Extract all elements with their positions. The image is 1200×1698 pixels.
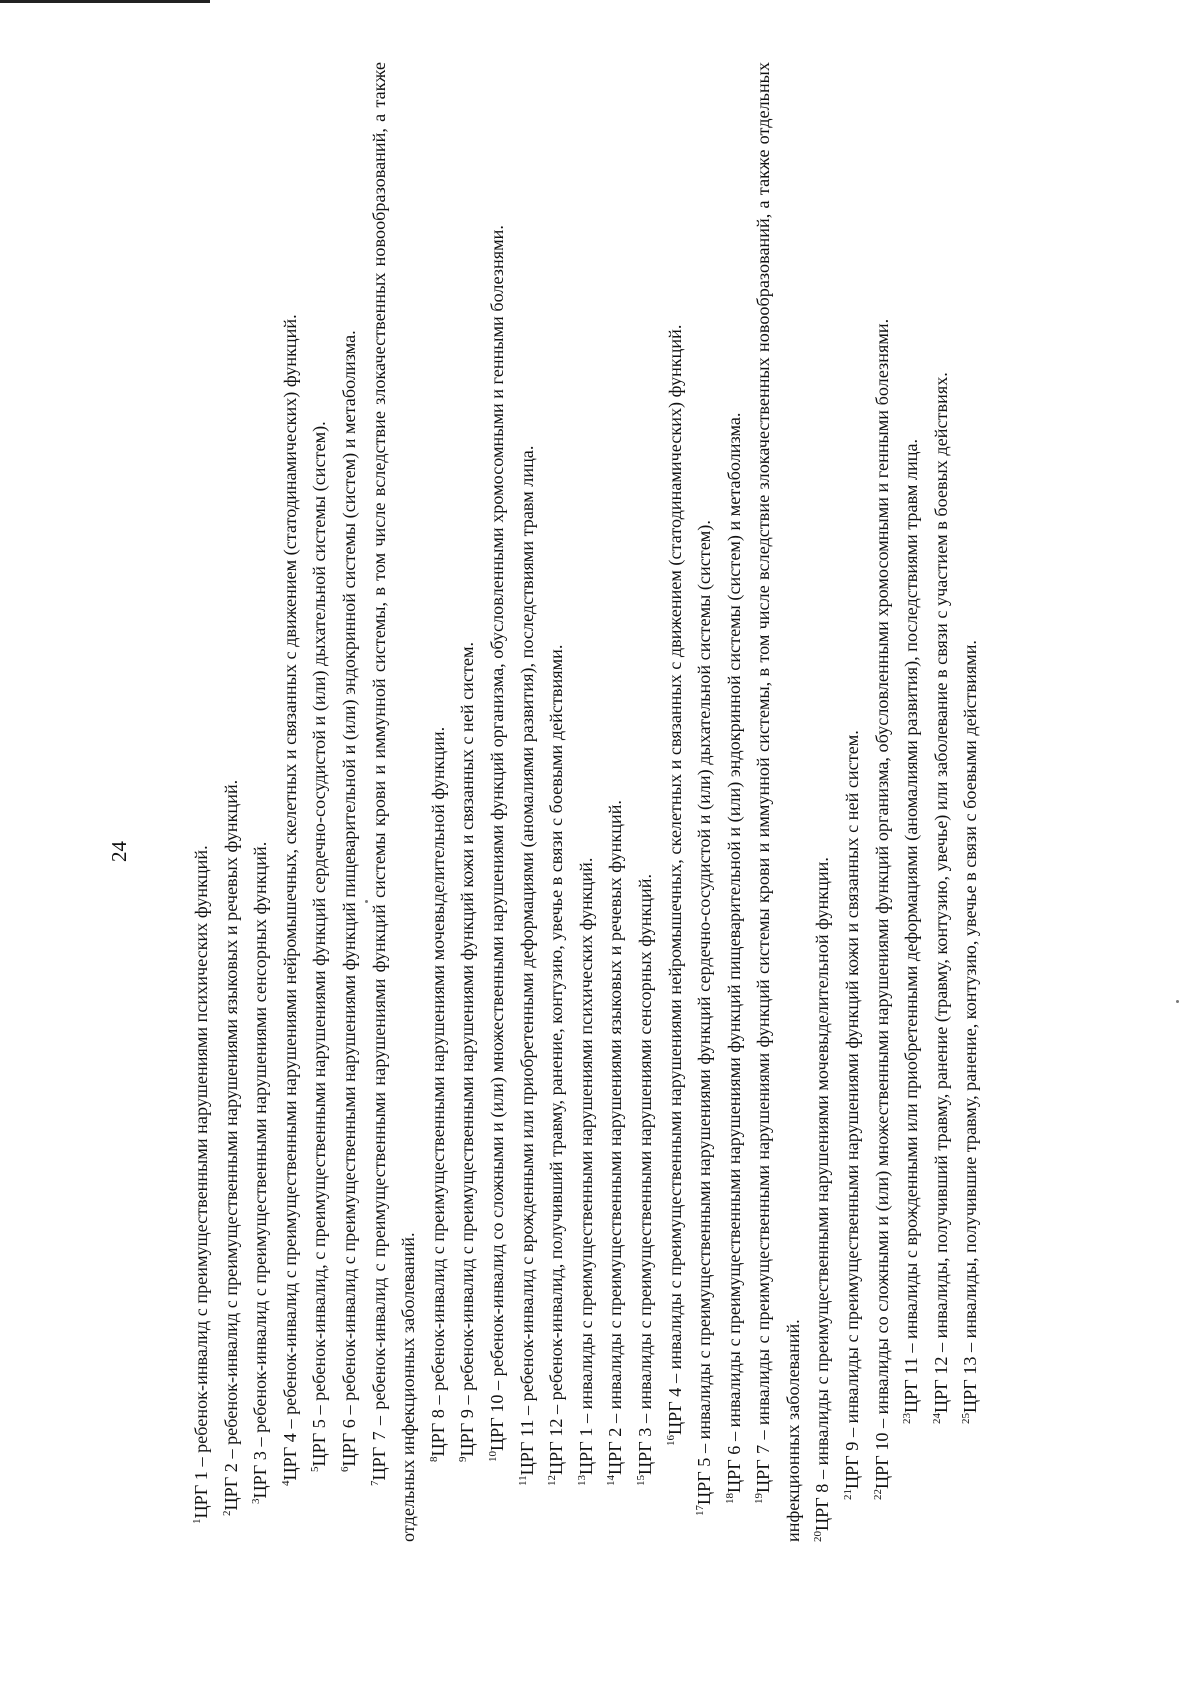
footnote bbox=[631, 62, 661, 1542]
footnote-text: ЦРГ 12 – ребенок-инвалид, получивший травму, ранение, контузию, увечье в связи с боевыми действиями. bbox=[546, 644, 567, 1475]
footnote bbox=[956, 62, 986, 1542]
footnote-marker: 12 bbox=[546, 1475, 559, 1486]
footnote bbox=[572, 62, 602, 1542]
page-number: 24 bbox=[107, 841, 131, 862]
footnote-marker: 21 bbox=[842, 1489, 854, 1500]
footnote-marker: 4 bbox=[279, 1480, 292, 1486]
footnote-text: ЦРГ 4 – ребенок-инвалид с преимущественными нарушениями нейромышечных, скелетных и связанных с движением (статодинамических) функций. bbox=[279, 314, 300, 1481]
footnote-text: ЦРГ 2 – инвалиды с преимущественными нарушениями языковых и речевых функций. bbox=[605, 800, 626, 1475]
footnote-text: ЦРГ 8 – ребенок-инвалид с преимущественными нарушениями мочевыделительной функции. bbox=[427, 726, 448, 1457]
footnote-text: ЦРГ 5 – инвалиды с преимущественными нарушениями функций сердечно-сосудистой и (или) дыхательной системы (систем). bbox=[694, 520, 715, 1505]
footnote-marker: 3 bbox=[250, 1498, 263, 1504]
footnote bbox=[424, 62, 454, 1542]
scan-speck bbox=[1176, 1000, 1179, 1003]
footnote bbox=[187, 62, 217, 1542]
footnote-text: ЦРГ 9 – ребенок-инвалид с преимущественными нарушениями функций кожи и связанных с ней систем. bbox=[457, 641, 478, 1457]
footnote-marker: 11 bbox=[516, 1475, 529, 1486]
footnote-text: ЦРГ 13 – инвалиды, получившие травму, ранение, контузию, увечье в связи с боевыми действиями. bbox=[960, 640, 981, 1413]
footnote-text: ЦРГ 7 – инвалиды с преимущественными нарушениями функций системы крови и иммунной системы, в том числе вследствие злокачественных новообразований, а также отдельных инфекционных заболеваний. bbox=[753, 62, 803, 1542]
footnote bbox=[335, 62, 365, 1542]
footnote-marker: 15 bbox=[634, 1475, 647, 1486]
rotated-page bbox=[22, 22, 1172, 1682]
footnote bbox=[542, 62, 572, 1542]
footnote bbox=[749, 62, 808, 1542]
footnote-marker: 16 bbox=[664, 1435, 677, 1446]
footnote-marker: 17 bbox=[694, 1505, 707, 1516]
footnote-text: ЦРГ 5 – ребенок-инвалид, с преимущественными нарушениями функций сердечно-сосудистой и (или) дыхательной системы (систем). bbox=[309, 421, 330, 1467]
footnote-marker: 2 bbox=[220, 1510, 233, 1516]
footnote-marker: 8 bbox=[427, 1456, 440, 1462]
footnote-text: ЦРГ 1 – инвалиды с преимущественными нарушениями психических функций. bbox=[575, 857, 596, 1475]
footnote bbox=[927, 62, 957, 1542]
footnote-marker: 22 bbox=[871, 1489, 884, 1500]
footnote bbox=[217, 62, 247, 1542]
footnote-text: ЦРГ 8 – инвалиды с преимущественными нарушениями мочевыделительной функции. bbox=[812, 857, 833, 1531]
footnote bbox=[838, 62, 868, 1542]
footnote-text: ЦРГ 4 – инвалиды с преимущественными нарушениями нейромышечных, скелетных и связанных с движением (статодинамических) функций. bbox=[664, 324, 685, 1435]
footnote bbox=[513, 62, 543, 1542]
scan-edge-line bbox=[0, 0, 210, 3]
footnote-text: ЦРГ 9 – инвалиды с преимущественными нарушениями функций кожи и связанных с ней систем. bbox=[842, 730, 863, 1489]
footnote-text: ЦРГ 1 – ребенок-инвалид с преимущественными нарушениями психических функций. bbox=[191, 845, 211, 1519]
footnote-marker: 7 bbox=[368, 1480, 381, 1486]
footnote bbox=[365, 62, 424, 1542]
footnote bbox=[690, 62, 720, 1542]
footnote bbox=[808, 62, 838, 1542]
footnote-marker: 20 bbox=[812, 1531, 825, 1542]
footnote bbox=[601, 62, 631, 1542]
footnote-text: ЦРГ 11 – инвалиды с врожденными или приобретенными деформациями (аномалиями развития), последствиями травм лица. bbox=[901, 438, 922, 1413]
footnote-marker: 18 bbox=[723, 1493, 736, 1504]
footnote bbox=[453, 62, 483, 1542]
footnote-marker: 24 bbox=[930, 1413, 943, 1424]
footnotes bbox=[187, 62, 986, 1542]
footnote bbox=[897, 62, 927, 1542]
footnote-marker: 19 bbox=[753, 1493, 766, 1504]
footnote-text: ЦРГ 12 – инвалиды, получивший травму, ранение (травму, контузию, увечье) или заболевание в связи с участием в боевых действиях. bbox=[930, 372, 951, 1413]
footnote-marker: 5 bbox=[309, 1466, 322, 1472]
footnote-marker: 1 bbox=[190, 1518, 203, 1524]
footnote-marker: 9 bbox=[457, 1456, 470, 1462]
footnote-text: ЦРГ 11 – ребенок-инвалид с врожденными или приобретенными деформациями (аномалиями развития), последствиями травм лица. bbox=[516, 445, 537, 1476]
footnote bbox=[276, 62, 306, 1542]
footnote bbox=[720, 62, 750, 1542]
footnote bbox=[868, 62, 898, 1542]
footnote-text: ЦРГ 2 – ребенок-инвалид с преимущественными нарушениями языковых и речевых функций. bbox=[220, 779, 241, 1511]
footnote bbox=[661, 62, 691, 1542]
footnote-text: ЦРГ 7 – ребенок-инвалид с преимущественными нарушениями функций системы крови и иммунной системы, в том числе вследствие злокачественных новообразований, а также отдельных инфекционных заболеваний. bbox=[368, 62, 419, 1542]
footnote-text: ЦРГ 3 – ребенок-инвалид с преимущественными нарушениями сенсорных функций. bbox=[250, 841, 271, 1499]
footnote-marker: 10 bbox=[486, 1451, 499, 1462]
footnote-text: ЦРГ 6 – ребенок-инвалид с преимущественными нарушениями функций пищеварительной и (или) эндокринной системы (систем) и метаболизма. bbox=[338, 330, 359, 1467]
footnote-text: ЦРГ 10 – ребенок-инвалид со сложными и (или) множественными нарушениями функций организма, обусловленными хромосомными и генными болезнями. bbox=[486, 225, 507, 1451]
footnote-marker: 14 bbox=[605, 1475, 618, 1486]
footnote-marker: 23 bbox=[901, 1413, 914, 1424]
footnote-text: ЦРГ 6 – инвалиды с преимущественными нарушениями функций пищеварительной и (или) эндокринной системы (систем) и метаболизма. bbox=[723, 412, 744, 1493]
footnote bbox=[483, 62, 513, 1542]
footnote-marker: 13 bbox=[575, 1475, 588, 1486]
footnote-text: ЦРГ 10 – инвалиды со сложными и (или) множественными нарушениями функций организма, обусловленными хромосомными и генными болезнями. bbox=[871, 318, 892, 1489]
footnote-text: ЦРГ 3 – инвалиды с преимущественными нарушениями сенсорных функций. bbox=[634, 873, 655, 1475]
footnote bbox=[305, 62, 335, 1542]
footnote-marker: 6 bbox=[338, 1466, 351, 1472]
footnote bbox=[246, 62, 276, 1542]
footnote-marker: 25 bbox=[960, 1413, 973, 1424]
